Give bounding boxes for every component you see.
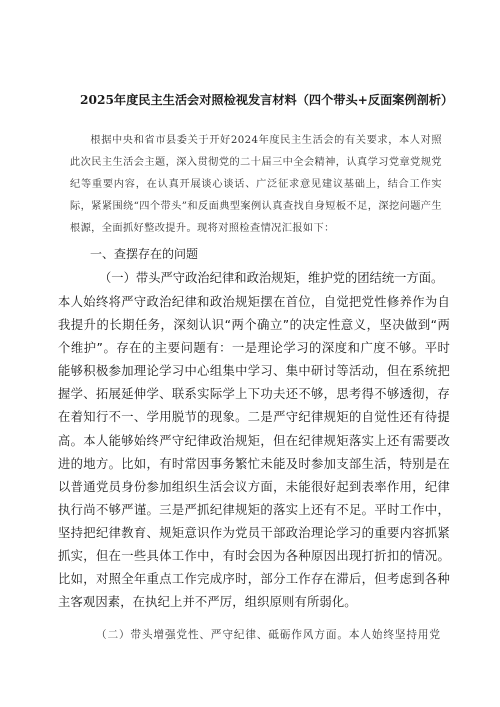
point-1-body: 本人始终将严守政治纪律和政治规矩摆在首位，自觉把党性修养作为自我提升的长期任务，深刻认识“两个确立”的决定性意义，坚决做到“两个维护”。存在的主要问题有：一是理论学习的深度和广度不够。平时能够积极参加理论学习中心组集中学习、集中研讨等活动，但在系统把握学、拓展延伸学、联系实际学上下功夫还不够，思考得不够透彻，存在着知行不一、学用脱节的现象。二是严守纪律规矩的自觉性还有待提高。本人能够始终严守纪律政治规矩，但在纪律规矩落实上还有需要改进的地方。比如，有时常因事务繁忙未能及时参加支部生活，特别是在以普通党员身份参加组织生活会议方面，未能很好起到表率作用，纪律执行尚不够严谨。三是严抓纪律规矩的落实上还有不足。平时工作中，坚持把纪律教育、规矩意识作为党员干部政治理论学习的重要内容抓紧抓实，但在一些具体工作中，有时会因为各种原因出现打折扣的情况。比如，对照全年重点工作完成序时，部分工作存在滞后，但考虑到各种主客观因素，在执纪上并不严厉，组织原则有所弱化。: [58, 295, 450, 610]
point-2-heading: （二）带头增强党性、严守纪律、砥砺作风方面。本人始终坚持用党: [96, 629, 441, 641]
section-heading: 一、查摆存在的问题: [90, 247, 199, 261]
intro-paragraph: 根据中央和省市县委关于开好2024年度民主生活会的有关要求，本人对照此次民主生活会主题，深入贯彻党的二十届三中全会精神，认真学习党章党规党纪等重要内容，在认真开展谈心谈话、广泛征求意见建议基础上，结合工作实际，紧紧围绕“四个带头”和反面典型案例认真查找自身短板不足，深挖问题产生根源，全面抓好整改提升。现将对照检查情况汇报如下：: [70, 135, 442, 234]
document-title: 2025年度民主生活会对照检视发言材料（四个带头+反面案例剖析）: [80, 93, 454, 107]
point-1-heading: （一）带头严守政治纪律和政治规矩，维护党的团结统一方面。: [99, 271, 444, 285]
